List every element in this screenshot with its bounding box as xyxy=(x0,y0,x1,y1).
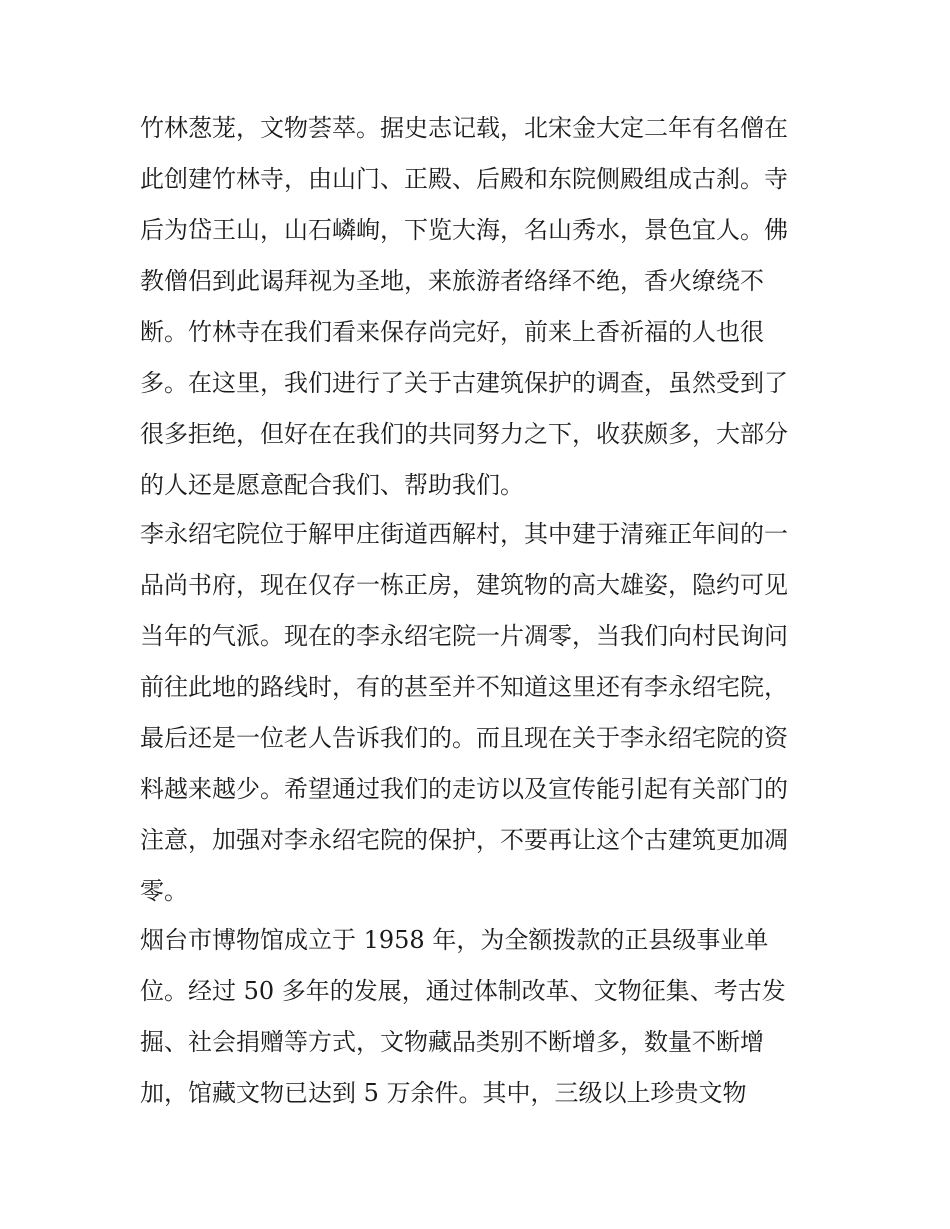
text-line: 烟台市博物馆成立于 1958 年，为全额拨款的正县级事业单 xyxy=(140,926,769,954)
text-line: 当年的气派。现在的李永绍宅院一片凋零，当我们向村民询问 xyxy=(140,622,788,650)
text-line: 零。 xyxy=(140,877,188,905)
text-line: 位。经过 50 多年的发展，通过体制改革、文物征集、考古发 xyxy=(140,977,786,1005)
text-line: 后为岱王山，山石嶙峋，下览大海，名山秀水，景色宜人。佛 xyxy=(140,216,788,244)
text-line: 掘、社会捐赠等方式，文物藏品类别不断增多，数量不断增 xyxy=(140,1028,764,1056)
text-line: 断。竹林寺在我们看来保存尚完好，前来上香祈福的人也很 xyxy=(140,318,764,346)
text-line: 竹林葱茏，文物荟萃。据史志记载，北宋金大定二年有名僧在 xyxy=(140,114,788,142)
text-line: 很多拒绝，但好在在我们的共同努力之下，收获颇多，大部分 xyxy=(140,420,788,448)
text-line: 的人还是愿意配合我们、帮助我们。 xyxy=(140,471,524,499)
text-line: 加，馆藏文物已达到 5 万余件。其中，三级以上珍贵文物 xyxy=(140,1079,747,1107)
text-line: 品尚书府，现在仅存一栋正房，建筑物的高大雄姿，隐约可见 xyxy=(140,571,788,599)
text-line: 最后还是一位老人告诉我们的。而且现在关于李永绍宅院的资 xyxy=(140,724,788,752)
text-line: 多。在这里，我们进行了关于古建筑保护的调查，虽然受到了 xyxy=(140,369,788,397)
text-line: 注意，加强对李永绍宅院的保护，不要再让这个古建筑更加凋 xyxy=(140,826,788,854)
text-line: 李永绍宅院位于解甲庄街道西解村，其中建于清雍正年间的一 xyxy=(140,520,788,548)
text-line: 料越来越少。希望通过我们的走访以及宣传能引起有关部门的 xyxy=(140,775,788,803)
text-line: 教僧侣到此谒拜视为圣地，来旅游者络绎不绝，香火缭绕不 xyxy=(140,267,764,295)
text-line: 前往此地的路线时，有的甚至并不知道这里还有李永绍宅院， xyxy=(140,673,788,701)
text-line: 此创建竹林寺，由山门、正殿、后殿和东院侧殿组成古刹。寺 xyxy=(140,165,788,193)
